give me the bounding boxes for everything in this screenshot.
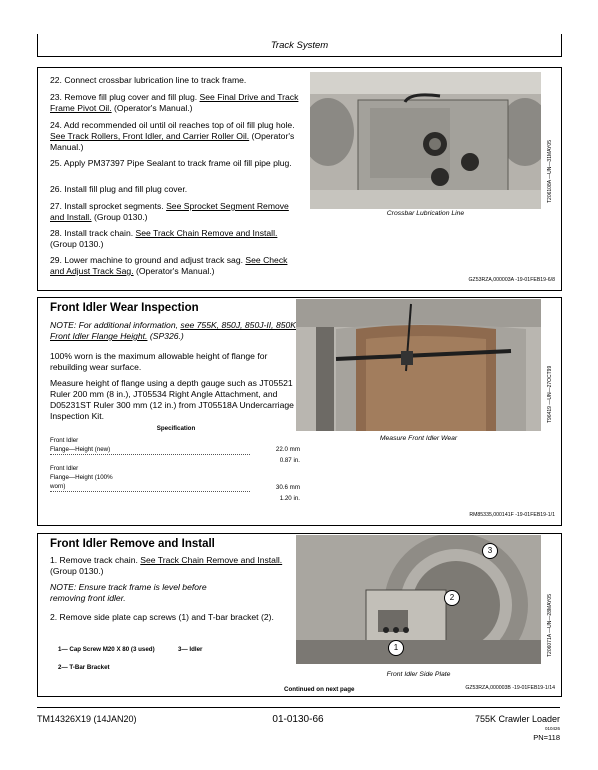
- link-track-sag[interactable]: See Check and Adjust Track Sag.: [50, 255, 288, 276]
- spec-heading: Specification: [156, 425, 196, 432]
- link-track-chain-remove[interactable]: See Track Chain Remove and Install.: [140, 555, 283, 565]
- step-29: 29. Lower machine to ground and adjust track sag. See Check and Adjust Track Sag. (Operator's Manual.): [50, 255, 288, 276]
- link-final-drive-oil[interactable]: See Final Drive and Track Frame Pivot Oil.: [50, 92, 299, 113]
- section-reinstall-steps: [37, 67, 562, 291]
- figure-id-crossbar: T206108A —UN—31MAY05: [547, 140, 553, 203]
- crossbar-lubrication-photo: [310, 72, 541, 209]
- page-header: [37, 34, 562, 57]
- spec1-label: Front Idler Flange—Height (new): [50, 436, 250, 455]
- figure-id-side-plate: T206071A —UN—28MAY05: [547, 594, 553, 657]
- remove-step-1: 1. Remove track chain. See Track Chain Remove and Install. (Group 0130.): [50, 555, 283, 576]
- link-track-rollers-oil[interactable]: See Track Rollers, Front Idler, and Carrier Roller Oil.: [50, 131, 250, 141]
- callout-1: 1: [388, 640, 404, 656]
- footer-page-number: 01-0130-66: [272, 714, 324, 725]
- section-title-remove: Front Idler Remove and Install: [50, 538, 215, 550]
- step-26: 26. Install fill plug and fill plug cover.: [50, 184, 188, 194]
- doc-ref-section1: GZ53RZA,000003A -19-01FEB19-6/8: [468, 277, 555, 283]
- figure-caption-side-plate: Front Idler Side Plate: [386, 671, 451, 678]
- footer-model: 755K Crawler Loader: [474, 714, 560, 724]
- crossbar-photo-drawing: [310, 72, 541, 209]
- para-measure: Measure height of flange using a depth gauge such as JT05521 Ruler 200 mm (8 in.), JT05534 Right Angle Attachment, and D05231ST Ruler 300 mm (12 in.) from JT05518A Undercarriage Inspection Kit.: [50, 378, 294, 421]
- legend-cap-screw: 1— Cap Screw M20 X 80 (3 used): [58, 646, 155, 653]
- note-level-frame: NOTE: Ensure track frame is level before removing front idler.: [50, 582, 207, 603]
- step-24: 24. Add recommended oil until oil reaches top of oil fill plug hole. See Track Rollers, Front Idler, and Carrier Roller Oil. (Operator's Manual.): [50, 120, 295, 152]
- para-max-height: 100% worn is the maximum allowable height of flange for rebuilding wear surface.: [50, 351, 268, 372]
- idler-side-plate-drawing: [296, 535, 541, 664]
- figure-id-wear: T96419 —UN—27OCT99: [547, 365, 553, 423]
- note-flange-height: NOTE: For additional information, see 755K, 850J, 850J-II, 850K Front Idler Flange Height. (SP326.): [50, 320, 297, 341]
- legend-t-bar: 2— T-Bar Bracket: [58, 664, 110, 671]
- section-front-idler-remove: [37, 533, 562, 697]
- link-sprocket-segment[interactable]: See Sprocket Segment Remove and Install.: [50, 201, 289, 222]
- front-idler-side-plate-photo: [296, 535, 541, 664]
- link-track-chain[interactable]: See Track Chain Remove and Install.: [135, 228, 278, 238]
- spec2-label: Front Idler Flange—Height (100% worn): [50, 464, 250, 492]
- section-front-idler-wear: [37, 297, 562, 526]
- doc-ref-section2: RM85335,000141F -19-01FEB19-1/1: [469, 512, 555, 518]
- step-27: 27. Install sprocket segments. See Sprocket Segment Remove and Install. (Group 0130.): [50, 201, 289, 222]
- figure-caption-wear: Measure Front Idler Wear: [379, 435, 458, 442]
- callout-3: 3: [482, 543, 498, 559]
- header-title: Track System: [270, 40, 329, 51]
- front-idler-wear-photo: [296, 299, 541, 431]
- callout-2: 2: [444, 590, 460, 606]
- section-title-wear: Front Idler Wear Inspection: [50, 302, 199, 314]
- doc-ref-section3: GZ53RZA,000003B -19-01FEB19-1/14: [465, 685, 555, 691]
- footer-tm-number: TM14326X19 (14JAN20): [37, 714, 137, 724]
- footer-small-code: 010426: [544, 726, 560, 731]
- spec1-values: 22.0 mm 0.87 in.: [275, 446, 300, 464]
- spec2-values: 30.6 mm 1.20 in.: [275, 484, 300, 502]
- link-flange-height[interactable]: see 755K, 850J, 850J-II, 850K Front Idler Flange Height.: [50, 320, 297, 341]
- footer-rule: [37, 707, 560, 708]
- step-25: 25. Apply PM37397 Pipe Sealant to track frame oil fill pipe plug.: [50, 158, 292, 168]
- legend-idler: 3— Idler: [178, 646, 203, 653]
- step-28: 28. Install track chain. See Track Chain Remove and Install. (Group 0130.): [50, 228, 278, 249]
- figure-caption-crossbar: Crossbar Lubrication Line: [386, 210, 465, 217]
- idler-wear-drawing: [296, 299, 541, 431]
- step-22: 22. Connect crossbar lubrication line to track frame.: [50, 75, 247, 85]
- step-23: 23. Remove fill plug cover and fill plug. See Final Drive and Track Frame Pivot Oil. (Operator's Manual.): [50, 92, 299, 113]
- footer-pn: PN=118: [533, 733, 560, 742]
- remove-step-2: 2. Remove side plate cap screws (1) and T-bar bracket (2).: [50, 612, 274, 622]
- continued-note: Continued on next page: [284, 686, 355, 693]
